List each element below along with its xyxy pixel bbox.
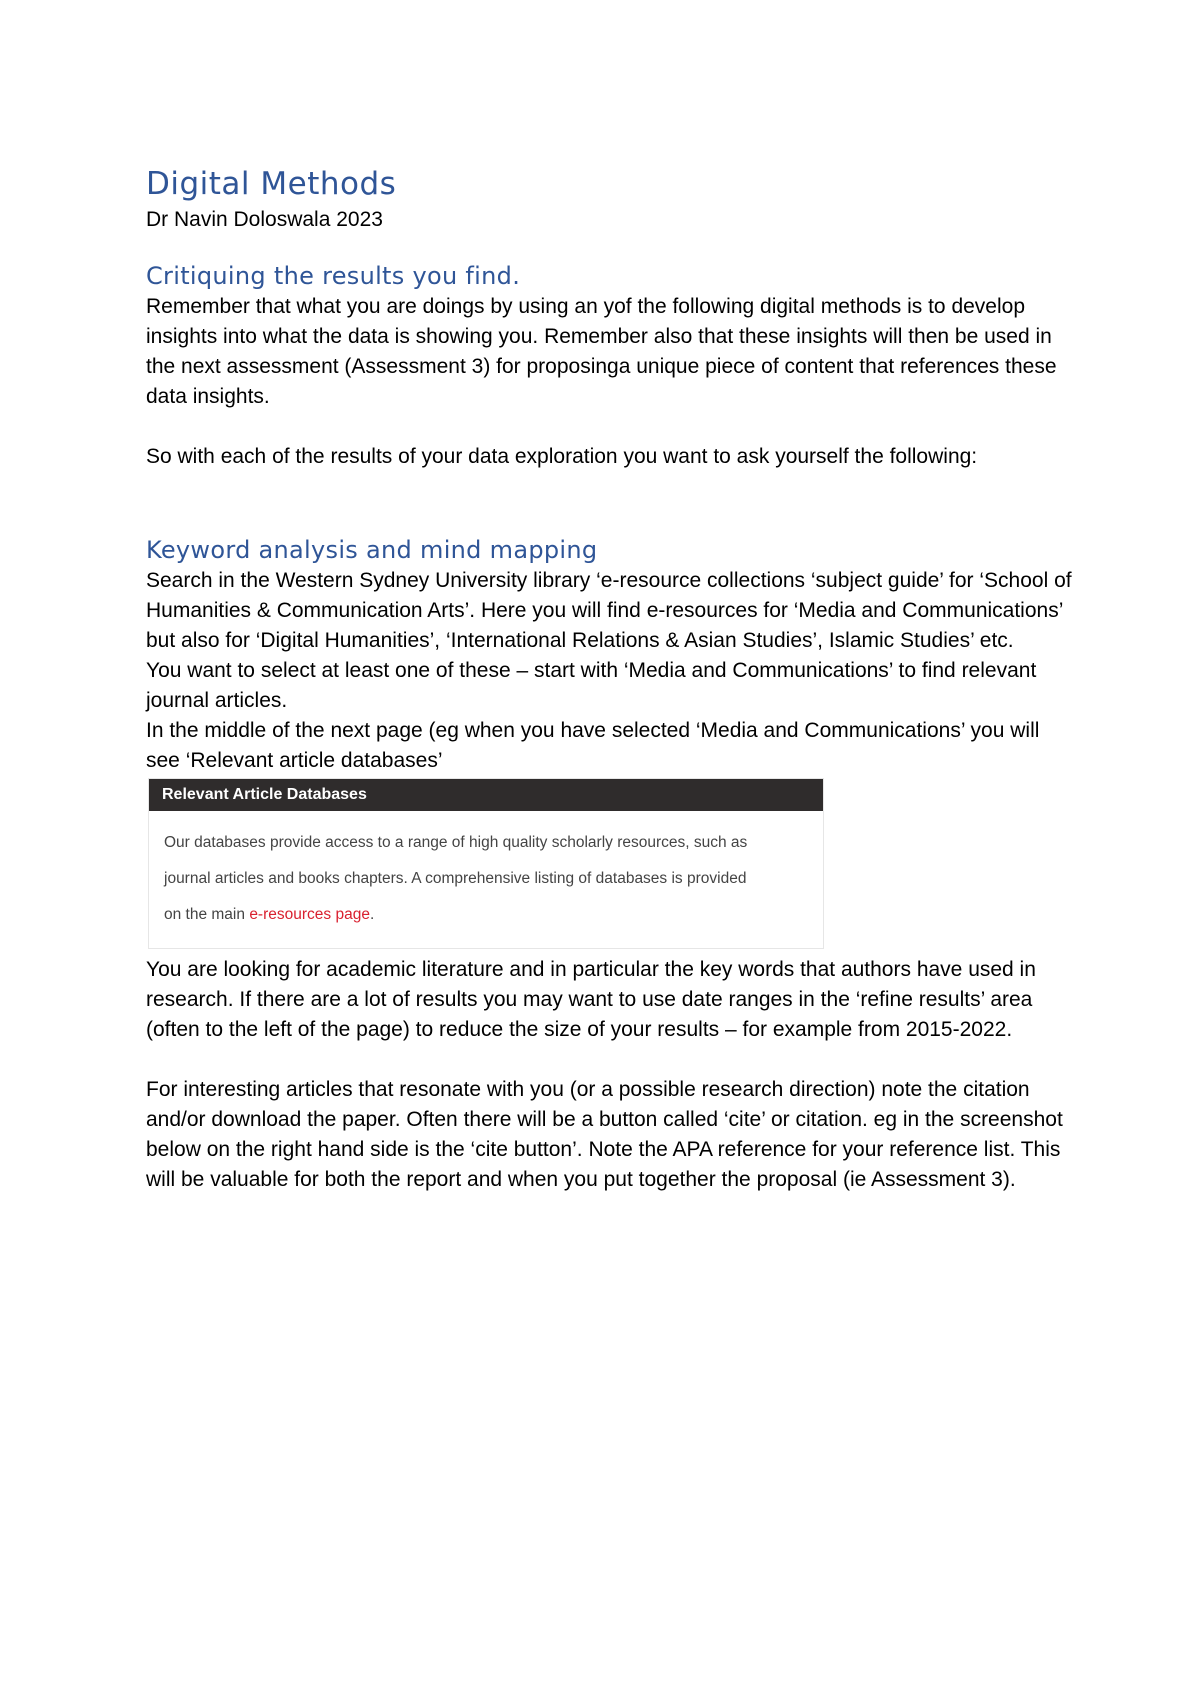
author-line: Dr Navin Doloswala 2023 (146, 208, 383, 231)
e-resources-page-link[interactable]: e-resources page (249, 906, 370, 923)
spacer (146, 412, 1076, 442)
section-heading-critiquing: Critiquing the results you find. (146, 262, 521, 290)
screenshot-line-suffix: . (369, 906, 375, 923)
paragraph: Remember that what you are doings by using an yof the following digital methods is to develop insights into what the data is showing you. Remember also that these insights will then be used in the next assessment (Assessment 3) for proposinga unique piece of content that references these data insights. (146, 295, 1057, 408)
screenshot-line (164, 897, 809, 933)
document-page (146, 165, 1076, 1195)
paragraph: Search in the Western Sydney University library ‘e-resource collections ‘subject guide’ for ‘School of Humanities & Communication Arts’. Here you will find e-resources for ‘Media and Communications’ but also for ‘Digital Humanities’, ‘International Relations & Asian Studies’, Islamic Studies’ etc. (146, 569, 1072, 652)
paragraph: You want to select at least one of these – start with ‘Media and Communications’ to find relevant journal articles. (146, 659, 1037, 712)
screenshot-line: journal articles and books chapters. A comprehensive listing of databases is provided (164, 870, 747, 887)
page-title: Digital Methods (146, 166, 397, 202)
screenshot-body (149, 811, 823, 933)
section-heading-keyword-analysis: Keyword analysis and mind mapping (146, 536, 598, 564)
screenshot-header: Relevant Article Databases (149, 779, 823, 811)
relevant-article-databases-screenshot (148, 778, 824, 949)
paragraph: So with each of the results of your data exploration you want to ask yourself the following: (146, 445, 978, 468)
spacer (146, 1045, 1076, 1075)
paragraph: You are looking for academic literature and in particular the key words that authors have used in research. If there are a lot of results you may want to use date ranges in the ‘refine results’ area (often to the left of the page) to reduce the size of your results – for example from 2015-2022. (146, 958, 1036, 1041)
screenshot-line: Our databases provide access to a range of high quality scholarly resources, such as (164, 834, 748, 851)
paragraph: In the middle of the next page (eg when you have selected ‘Media and Communications’ you will see ‘Relevant article databases’ (146, 719, 1040, 772)
screenshot-line-prefix: on the main (164, 906, 250, 923)
paragraph: For interesting articles that resonate with you (or a possible research direction) note the citation and/or download the paper. Often there will be a button called ‘cite’ or citation. eg in the screenshot below on the right hand side is the ‘cite button’. Note the APA reference for your reference list. This will be valuable for both the report and when you put together the proposal (ie Assessment 3). (146, 1078, 1063, 1191)
